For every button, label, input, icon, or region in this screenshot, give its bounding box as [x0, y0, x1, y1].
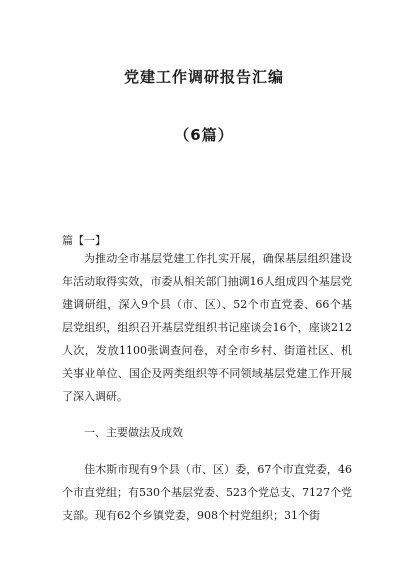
document-subtitle: （6篇）	[174, 126, 234, 144]
heading-1: 一、主要做法及成效	[84, 426, 183, 439]
document-title: 党建工作调研报告汇编	[123, 68, 284, 86]
paragraph-2: 佳木斯市现有9个县（市、区）委，67个市直党委，46个市直党组；有530个基层党委、523个党总支、7127个党支部。现有62个乡镇党委，908个村党组织；31个街	[62, 463, 352, 522]
paragraph-1: 为推动全市基层党建工作扎实开展，确保基层组织建设年活动取得实效，市委从相关部门抽调16人组成四个基层党建调研组，深入9个县（市、区）、52个市直党委、66个基层党组织，组织召开基层党组织书记座谈会16个，座谈212人次，发放1100张调查问卷，对全市乡村、街道社区、机关事业单位、国企及两类组织等不同领域基层党建工作开展了深入调研。	[62, 252, 352, 403]
section-label: 篇【一】	[62, 234, 106, 247]
